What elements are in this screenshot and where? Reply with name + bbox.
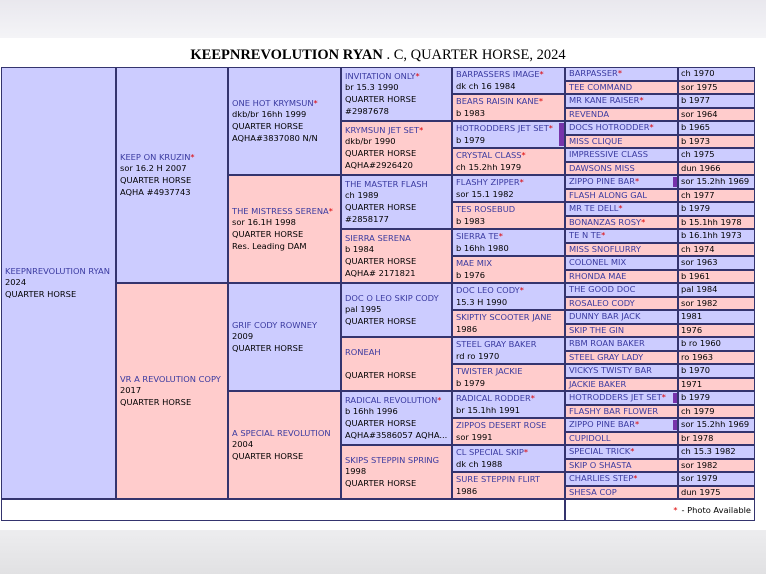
horse-link[interactable]: JACKIE BAKER [569, 378, 627, 389]
horse-info: AQHA#3586057 AQHA... [345, 429, 448, 440]
gen5-info-cell: ch 1975 [678, 148, 755, 162]
great-grandparent-cell [341, 67, 452, 121]
gen5-name-cell [565, 310, 678, 324]
gen5-name-cell [565, 256, 678, 270]
horse-info: #2858177 [345, 213, 389, 224]
horse-link[interactable]: RONEAH [345, 346, 381, 357]
blank-line [345, 358, 451, 370]
gen4-cell [452, 472, 565, 499]
horse-info: b 1979 [456, 134, 486, 145]
gen5-info-cell: b 1979 [678, 391, 755, 405]
gen4-cell [452, 202, 565, 229]
gen5-name-cell [565, 364, 678, 378]
gen5-name-cell [565, 378, 678, 392]
horse-link[interactable]: ZIPPO PINE BAR [569, 176, 635, 187]
horse-info: AQHA #4937743 [120, 186, 191, 197]
horse-link[interactable]: CUPIDOLL [569, 432, 611, 443]
gen5-info-cell: b ro 1960 [678, 337, 755, 351]
gen4-cell [452, 391, 565, 418]
horse-link[interactable]: CL SPECIAL SKIP [456, 446, 524, 457]
horse-info: #2987678 [345, 105, 389, 116]
gen5-name-cell [565, 202, 678, 216]
photo-star: * [649, 122, 654, 133]
bottom-background [0, 530, 766, 574]
subject-breed: QUARTER HORSE [5, 288, 77, 299]
gen5-info-cell: b 15.1hh 1978 [678, 216, 755, 230]
gen5-name-cell [565, 67, 678, 81]
gen5-info-cell: b 1961 [678, 270, 755, 284]
horse-link[interactable]: DOCS HOTRODDER [569, 122, 650, 133]
horse-link[interactable]: ZIPPO PINE BAR [569, 419, 635, 430]
duplicate-marker [673, 177, 677, 188]
horse-link[interactable]: MISS SNOFLURRY [569, 243, 641, 254]
subject-cell [1, 67, 116, 499]
gen5-name-cell [565, 405, 678, 419]
gen4-cell [452, 418, 565, 445]
horse-info: AQHA#2926420 [345, 159, 413, 170]
horse-info: b 1984 [345, 244, 375, 255]
gen5-info-cell: b 1973 [678, 135, 755, 149]
photo-star: * [190, 151, 195, 162]
gen5-name-cell [565, 391, 678, 405]
horse-info: br 15.3 1990 [345, 82, 399, 93]
horse-link[interactable]: CHARLIES STEP [569, 473, 634, 484]
horse-info: QUARTER HORSE [345, 477, 417, 488]
great-grandparent-cell [341, 283, 452, 337]
page-title [1, 47, 755, 64]
photo-star: * [328, 205, 333, 216]
photo-star: * [634, 176, 640, 187]
horse-link[interactable]: FLASH ALONG GAL [569, 189, 647, 200]
horse-link[interactable]: ROSALEO CODY [569, 297, 635, 308]
horse-info: QUARTER HORSE [345, 369, 417, 380]
horse-info: dk ch 16 1984 [456, 80, 516, 91]
gen5-info-cell: b 1965 [678, 121, 755, 135]
gen5-info-cell: ch 1974 [678, 243, 755, 257]
horse-link[interactable]: TE N TE [569, 230, 602, 241]
horse-info: 1986 [456, 485, 478, 496]
great-grandparent-cell [341, 391, 452, 445]
gen5-info-cell: sor 1979 [678, 472, 755, 486]
sire-cell [116, 67, 228, 283]
horse-link[interactable]: ONE HOT KRYMSUN [232, 97, 314, 108]
horse-link[interactable]: BEARS RAISIN KANE [456, 95, 539, 106]
photo-star: * [530, 392, 535, 403]
gen5-name-cell [565, 189, 678, 203]
photo-star: * [498, 230, 503, 241]
gen5-name-cell [565, 432, 678, 446]
horse-link[interactable]: KRYMSUN JET SET [345, 124, 420, 135]
horse-info: sor 16.2 H 2007 [120, 163, 187, 174]
horse-link[interactable]: RBM ROAN BAKER [569, 338, 645, 349]
horse-info: QUARTER HORSE [345, 418, 417, 428]
gen4-cell [452, 445, 565, 472]
horse-link[interactable]: THE MASTER FLASH [345, 178, 428, 189]
horse-info: QUARTER HORSE [120, 396, 192, 407]
horse-link[interactable]: RADICAL RODDER [456, 392, 531, 403]
gen4-cell [452, 94, 565, 121]
horse-info: sor 15.1 1982 [456, 188, 514, 199]
photo-star: * [523, 446, 529, 457]
photo-star: * [415, 70, 420, 81]
horse-info: ch 15.2hh 1979 [456, 161, 522, 172]
horse-info: QUARTER HORSE [345, 256, 417, 266]
horse-link[interactable]: GRIF CODY ROWNEY [232, 319, 318, 330]
horse-link[interactable]: REVENDA [569, 108, 610, 119]
gen5-info-cell: ro 1963 [678, 351, 755, 365]
great-grandparent-cell [341, 175, 452, 229]
photo-star: * [437, 394, 442, 405]
horse-link[interactable]: CRYSTAL CLASS [456, 149, 522, 160]
horse-info: b 16hh 1996 [345, 406, 398, 417]
photo-star: * [633, 473, 638, 484]
gen5-info-cell: b 1977 [678, 94, 755, 108]
gen4-cell [452, 364, 565, 391]
gen5-name-cell [565, 162, 678, 176]
horse-info: dk ch 1988 [456, 458, 503, 469]
photo-star: * [641, 216, 646, 227]
gen5-info-cell: ch 1970 [678, 67, 755, 81]
dam-cell [116, 283, 228, 499]
gen5-info-cell: pal 1984 [678, 283, 755, 297]
gen5-name-cell [565, 351, 678, 365]
great-grandparent-cell [341, 337, 452, 391]
horse-info: QUARTER HORSE [345, 148, 417, 158]
duplicate-marker [673, 393, 677, 404]
horse-link[interactable]: SIERRA SERENA [345, 232, 411, 243]
footer-empty-cell [1, 499, 565, 521]
horse-info: sor 1991 [456, 431, 493, 442]
horse-link[interactable]: SKIPS STEPPIN SPRING [345, 454, 440, 465]
gen4-cell [452, 121, 565, 148]
horse-info: rd ro 1970 [456, 350, 500, 361]
horse-link[interactable]: TWISTER JACKIE [456, 365, 523, 376]
gen5-name-cell [565, 229, 678, 243]
horse-link[interactable]: SPECIAL TRICK [569, 446, 631, 457]
gen5-name-cell [565, 121, 678, 135]
horse-link[interactable]: MR TE DELL [569, 203, 619, 214]
gen5-name-cell [565, 324, 678, 338]
horse-link[interactable]: COLONEL MIX [569, 257, 627, 268]
horse-link-dam[interactable]: VR A REVOLUTION COPY [120, 373, 221, 384]
horse-link[interactable]: STEEL GRAY LADY [569, 351, 644, 362]
gen5-info-cell: sor 15.2hh 1969 [678, 175, 755, 189]
horse-link[interactable]: SKIPTIY SCOOTER JANE [456, 311, 552, 322]
horse-info: 2004 [232, 439, 254, 450]
horse-info: QUARTER HORSE [345, 202, 417, 212]
horse-link[interactable]: SKIP THE GIN [569, 324, 625, 335]
horse-info: QUARTER HORSE [345, 315, 417, 326]
gen4-cell [452, 148, 565, 175]
horse-info: b 1983 [456, 215, 486, 226]
gen5-name-cell [565, 135, 678, 149]
photo-star: * [539, 68, 544, 79]
gen5-info-cell: b 1970 [678, 364, 755, 378]
horse-info: 2009 [232, 331, 254, 342]
gen5-name-cell [565, 445, 678, 459]
horse-link-sire[interactable]: KEEP ON KRUZIN [120, 151, 191, 162]
legend-star: * [673, 505, 678, 515]
horse-link[interactable]: FLASHY ZIPPER [456, 176, 520, 187]
horse-link[interactable]: IMPRESSIVE CLASS [569, 149, 648, 160]
duplicate-marker [673, 420, 677, 431]
great-grandparent-cell [341, 229, 452, 283]
grandparent-cell [228, 391, 341, 499]
gen5-info-cell: sor 1963 [678, 256, 755, 270]
gen5-info-cell: sor 1982 [678, 459, 755, 473]
gen5-name-cell [565, 216, 678, 230]
gen4-cell [452, 256, 565, 283]
horse-info: b 1979 [456, 377, 486, 388]
gen5-info-cell: dun 1975 [678, 486, 755, 500]
legend-text: - Photo Available [681, 505, 751, 515]
horse-info: QUARTER HORSE [232, 121, 304, 131]
horse-info: b 16hh 1980 [456, 242, 509, 253]
horse-info: QUARTER HORSE [120, 175, 192, 185]
horse-link[interactable]: DOC LEO CODY [456, 284, 520, 295]
gen4-cell [452, 310, 565, 337]
horse-info: QUARTER HORSE [345, 94, 417, 104]
horse-link[interactable]: DAWSONS MISS [569, 162, 635, 173]
horse-info: AQHA#3837080 N/N [232, 132, 318, 143]
duplicate-marker [559, 123, 564, 146]
gen5-name-cell [565, 472, 678, 486]
horse-info: Res. Leading DAM [232, 240, 307, 251]
title-horse-name: KEEPNREVOLUTION RYAN [190, 47, 383, 63]
gen5-info-cell: b 1979 [678, 202, 755, 216]
horse-info: QUARTER HORSE [232, 342, 304, 353]
horse-info: 15.3 H 1990 [456, 296, 508, 307]
gen5-info-cell: sor 1982 [678, 297, 755, 311]
horse-link[interactable]: BARPASSER [569, 68, 618, 79]
horse-link[interactable]: TEE COMMAND [569, 81, 633, 92]
gen5-info-cell: dun 1966 [678, 162, 755, 176]
horse-link[interactable]: BONANZAS ROSY [569, 216, 642, 227]
horse-link[interactable]: SKIP O SHASTA [569, 459, 632, 470]
horse-link-subject[interactable]: KEEPNREVOLUTION RYAN [5, 265, 110, 276]
gen5-name-cell [565, 459, 678, 473]
title-suffix: . C, QUARTER HORSE, 2024 [386, 47, 566, 63]
horse-link[interactable]: RHONDA MAE [569, 270, 627, 281]
photo-star: * [618, 203, 623, 214]
gen5-name-cell [565, 337, 678, 351]
horse-link[interactable]: ZIPPOS DESERT ROSE [456, 419, 547, 430]
gen5-name-cell [565, 283, 678, 297]
gen4-cell [452, 229, 565, 256]
gen5-info-cell: ch 1977 [678, 189, 755, 203]
photo-star: * [617, 68, 622, 79]
photo-star: * [419, 124, 424, 135]
photo-star: * [538, 95, 543, 106]
horse-link[interactable]: SHESA COP [569, 486, 617, 497]
grandparent-cell [228, 283, 341, 391]
horse-link[interactable]: INVITATION ONLY [345, 70, 416, 81]
horse-link[interactable]: DOC O LEO SKIP CODY [345, 292, 439, 303]
gen5-name-cell [565, 243, 678, 257]
horse-info: AQHA# 2171821 [345, 267, 416, 278]
grandparent-cell [228, 175, 341, 283]
photo-star: * [313, 97, 318, 108]
horse-info: sor 16.1H 1998 [232, 217, 296, 228]
horse-link[interactable]: MAE MIX [456, 257, 493, 268]
gen4-cell [452, 283, 565, 310]
horse-info: 2017 [120, 385, 142, 396]
photo-star: * [630, 446, 635, 457]
horse-link[interactable]: A SPECIAL REVOLUTION [232, 427, 331, 438]
horse-info: b 1983 [456, 107, 486, 118]
footer-legend [565, 499, 755, 521]
horse-link[interactable]: HOTRODDERS JET SET [569, 392, 662, 403]
horse-link[interactable]: SIERRA TE [456, 230, 499, 241]
horse-link[interactable]: MR KANE RAISER [569, 95, 640, 106]
gen5-info-cell: ch 15.3 1982 [678, 445, 755, 459]
gen5-info-cell: b 16.1hh 1973 [678, 229, 755, 243]
photo-star: * [521, 149, 526, 160]
great-grandparent-cell [341, 445, 452, 499]
photo-star: * [634, 419, 640, 430]
horse-info: dkb/br 1990 [345, 136, 396, 147]
gen5-name-cell [565, 270, 678, 284]
horse-link[interactable]: RADICAL REVOLUTION [345, 394, 438, 405]
horse-info: QUARTER HORSE [232, 450, 304, 461]
horse-link[interactable]: HOTRODDERS JET SET [456, 122, 549, 133]
gen5-name-cell [565, 297, 678, 311]
gen5-name-cell [565, 175, 678, 189]
gen5-info-cell: br 1978 [678, 432, 755, 446]
gen5-name-cell [565, 108, 678, 122]
gen5-info-cell: sor 1964 [678, 108, 755, 122]
photo-star: * [601, 230, 606, 241]
photo-star: * [639, 95, 644, 106]
top-background [0, 0, 766, 38]
horse-info: b 1976 [456, 269, 486, 280]
gen5-name-cell [565, 418, 678, 432]
gen5-info-cell: sor 1975 [678, 81, 755, 95]
horse-link[interactable]: MISS CLIQUE [569, 135, 623, 146]
horse-link[interactable]: THE GOOD DOC [569, 284, 636, 295]
horse-info: QUARTER HORSE [232, 229, 304, 239]
horse-info: br 15.1hh 1991 [456, 404, 521, 415]
photo-star: * [661, 392, 666, 403]
gen4-cell [452, 337, 565, 364]
horse-link[interactable]: STEEL GRAY BAKER [456, 338, 537, 349]
horse-info: ch 1989 [345, 190, 379, 201]
horse-info: dkb/br 16hh 1999 [232, 109, 307, 120]
photo-star: * [519, 176, 524, 187]
gen5-name-cell [565, 81, 678, 95]
gen5-info-cell: 1971 [678, 378, 755, 392]
gen5-name-cell [565, 486, 678, 500]
gen4-cell [452, 67, 565, 94]
horse-info: 1986 [456, 323, 478, 334]
gen4-cell [452, 175, 565, 202]
photo-star: * [519, 284, 524, 295]
horse-info: 1998 [345, 466, 367, 477]
gen5-info-cell: 1981 [678, 310, 755, 324]
horse-link[interactable]: TES ROSEBUD [456, 203, 516, 214]
great-grandparent-cell [341, 121, 452, 175]
gen5-name-cell [565, 94, 678, 108]
horse-link[interactable]: SURE STEPPIN FLIRT [456, 473, 540, 484]
gen5-name-cell [565, 148, 678, 162]
grandparent-cell [228, 67, 341, 175]
horse-link[interactable]: DUNNY BAR JACK [569, 311, 641, 322]
gen5-info-cell: sor 15.2hh 1969 [678, 418, 755, 432]
photo-star: * [548, 122, 553, 133]
subject-year: 2024 [5, 277, 27, 288]
horse-link[interactable]: THE MISTRESS SERENA [232, 205, 329, 216]
horse-info: pal 1995 [345, 304, 382, 315]
gen5-info-cell: 1976 [678, 324, 755, 338]
horse-link[interactable]: VICKYS TWISTY BAR [569, 365, 652, 376]
horse-link[interactable]: FLASHY BAR FLOWER [569, 405, 659, 416]
horse-link[interactable]: BARPASSERS IMAGE [456, 68, 540, 79]
gen5-info-cell: ch 1979 [678, 405, 755, 419]
